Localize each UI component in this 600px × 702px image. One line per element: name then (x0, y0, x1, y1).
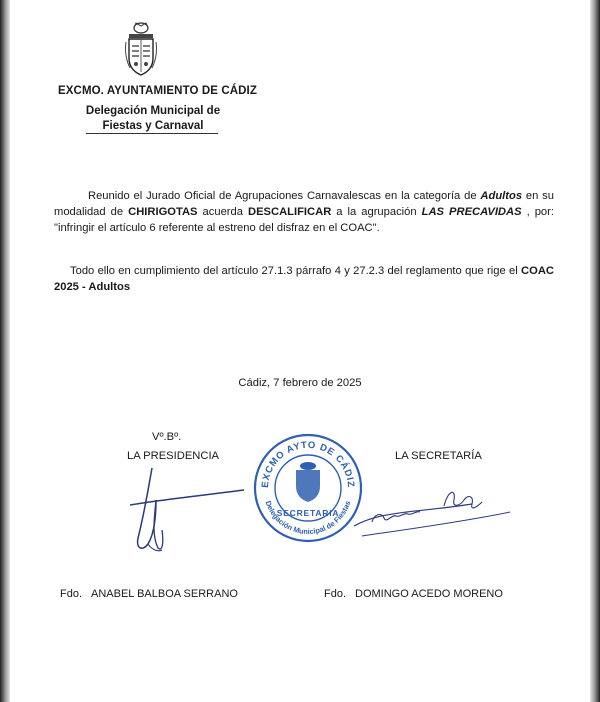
secretary-label: LA SECRETARÍA (395, 450, 482, 462)
p1-text-a: Reunido el Jurado Oficial de Agrupaciones Carnavalescas en la categoría de (88, 190, 481, 202)
delegation-line-2: Fiestas y Carnaval (102, 120, 204, 132)
p1-text-d: a la agrupación (331, 206, 422, 218)
official-stamp (252, 432, 364, 544)
city-crest-icon (124, 22, 158, 78)
p1-text-c: acuerda (197, 206, 248, 218)
document-date: Cádiz, 7 febrero de 2025 (238, 377, 362, 389)
category-value: Adultos (480, 190, 523, 202)
secretary-signature (352, 486, 512, 544)
stamp-top-text: EXCMO AYTO DE CÁDIZ (259, 439, 357, 489)
presidency-label: LA PRESIDENCIA (127, 450, 220, 462)
secretary-name: DOMINGO ACEDO MORENO (355, 588, 503, 600)
modality-value: CHIRIGOTAS (128, 206, 198, 218)
institution-title: EXCMO. AYUNTAMIENTO DE CÁDIZ (58, 85, 257, 97)
compliance-paragraph (54, 263, 554, 295)
president-name: ANABEL BALBOA SERRANO (91, 588, 238, 600)
delegation-title (78, 104, 228, 134)
contest-name: COAC 2025 - Adultos (54, 265, 554, 293)
header-divider (86, 133, 218, 134)
fdo-label: Fdo. (60, 588, 83, 600)
decision-value: DESCALIFICAR (247, 206, 332, 218)
president-signature (118, 460, 248, 560)
fdo-label: Fdo. (324, 588, 347, 600)
president-signature-line (60, 588, 238, 600)
stamp-center-text: SECRETARIA (276, 508, 340, 518)
stamp-bottom-text: Delegación Municipal de Fiestas (263, 499, 353, 537)
approval-mark: Vº.Bº. (152, 431, 182, 443)
p1-text-b: en su modalidad de (54, 190, 554, 218)
p1-text-e: , por: "infringir el artículo 6 referente al estreno del disfraz en el COAC". (54, 206, 554, 234)
group-name: LAS PRECAVIDAS (421, 206, 522, 218)
resolution-paragraph (54, 188, 554, 236)
page-edge-left (0, 0, 10, 702)
p2-text-a: Todo ello en cumplimiento del artículo 27.1.3 párrafo 4 y 27.2.3 del reglamento que rige el (70, 265, 522, 277)
page-edge-right (590, 0, 600, 702)
delegation-line-1: Delegación Municipal de (85, 105, 221, 117)
secretary-signature-line (324, 588, 503, 600)
